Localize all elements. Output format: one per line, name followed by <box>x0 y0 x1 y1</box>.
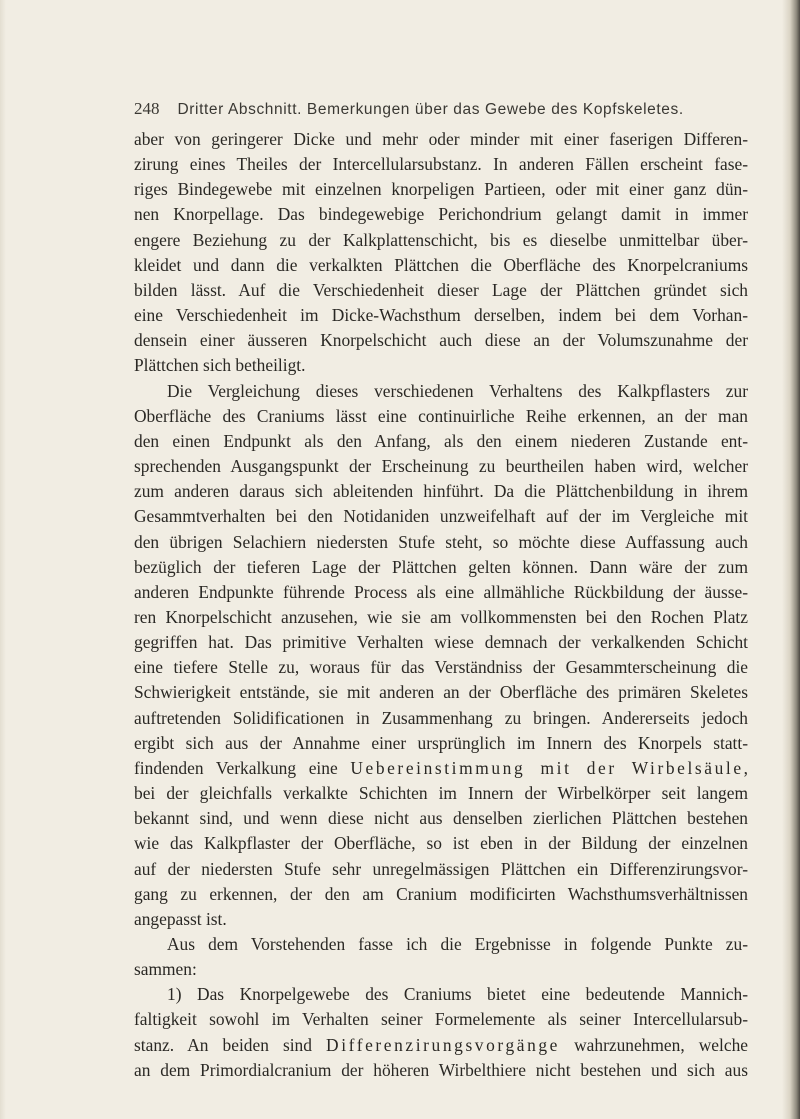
text-line: auftretenden Solidificationen in Zusammenhang zu bringen. Andererseits jedoch <box>134 707 748 728</box>
text-line: den übrigen Selachiern niedersten Stufe steht, so möchte diese Auffassung auch <box>134 531 748 552</box>
text-line: eine Verschiedenheit im Dicke-Wachsthum derselben, indem bei dem Vorhan- <box>134 305 748 326</box>
text-line: bilden lässt. Auf die Verschiedenheit dieser Lage der Plättchen gründet sich <box>134 279 748 300</box>
text-line: gegriffen hat. Das primitive Verhalten wiese demnach der verkalkenden Schicht <box>134 632 748 653</box>
text-line: bezüglich der tieferen Lage der Plättchen gelten können. Dann wäre der zum <box>134 556 748 577</box>
text-run: wahrzunehmen, welche <box>560 1034 748 1055</box>
running-title: Dritter Abschnitt. Bemerkungen über das Gewebe des Kopfskeletes. <box>177 101 684 118</box>
text-line: bekannt sind, und wenn diese nicht aus denselben zierlichen Plättchen bestehen <box>134 808 748 829</box>
body-text <box>134 127 748 1083</box>
paragraph-start-line: Die Vergleichung dieses verschiedenen Verhaltens des Kalkpflasters zur <box>167 380 748 401</box>
list-item-1-line: 1) Das Knorpelgewebe des Craniums bietet eine bedeutende Mannich- <box>167 984 748 1005</box>
text-line: sprechenden Ausgangspunkt der Erscheinung zu beurtheilen haben wird, welcher <box>134 456 748 477</box>
paragraph-start-line: Aus dem Vorstehenden fasse ich die Ergebnisse in folgende Punkte zu- <box>167 934 748 954</box>
text-line: faltigkeit sowohl im Verhalten seiner Formelemente als seiner Intercellularsub- <box>134 1009 748 1030</box>
text-line: auf der niedersten Stufe sehr unregelmässigen Plättchen ein Differenzirungsvor- <box>134 858 748 879</box>
text-line: anderen Endpunkte führende Process als eine allmähliche Rückbildung der äusse- <box>134 581 748 602</box>
text-line: sammen: <box>134 959 197 980</box>
text-line: engere Beziehung zu der Kalkplattenschicht, bis es dieselbe unmittelbar über- <box>134 229 748 250</box>
page-number: 248 <box>134 99 160 118</box>
text-line: densein einer äusseren Knorpelschicht auch diese an der Volumszunahme der <box>134 330 748 351</box>
spaced-emphasis: Differenzirungsvorgänge <box>326 1034 561 1055</box>
spaced-emphasis: Uebereinstimmung mit der Wirbelsäule <box>350 757 744 778</box>
text-line: aber von geringerer Dicke und mehr oder minder mit einer faserigen Differen- <box>134 129 748 149</box>
text-line: den einen Endpunkt als den Anfang, als den einem niederen Zustande ent- <box>134 430 748 451</box>
page-edge-left <box>0 0 6 1119</box>
text-run: stanz. An beiden sind <box>134 1034 327 1055</box>
page-binding-shadow <box>782 0 800 1119</box>
text-line: Oberfläche des Craniums lässt eine continuirliche Reihe erkennen, an der man <box>134 405 748 426</box>
text-run: findenden Verkalkung eine <box>134 757 351 778</box>
text-line: angepasst ist. <box>134 908 227 929</box>
text-line: nen Knorpellage. Das bindegewebige Perichondrium gelangt damit in immer <box>134 204 748 225</box>
text-line: kleidet und dann die verkalkten Plättchen die Oberfläche des Knorpelcraniums <box>134 254 748 275</box>
text-line: Schwierigkeit entstände, sie mit anderen an der Oberfläche des primären Skeletes <box>134 682 748 703</box>
text-line-spaced <box>134 1033 748 1058</box>
text-line: eine tiefere Stelle zu, woraus für das Verständniss der Gesammterscheinung die <box>134 657 748 678</box>
text-line-spaced <box>134 756 748 781</box>
text-line: an dem Primordialcranium der höheren Wirbelthiere nicht bestehen und sich aus <box>134 1059 748 1080</box>
text-line: gang zu erkennen, der den am Cranium modificirten Wachsthumsverhältnissen <box>134 883 748 904</box>
text-line: zirung eines Theiles der Intercellularsubstanz. In anderen Fällen erscheint fase- <box>134 154 748 175</box>
text-line: riges Bindegewebe mit einzelnen knorpeligen Partieen, oder mit einer ganz dün- <box>134 179 748 200</box>
text-line: Gesammtverhalten bei den Notidaniden unzweifelhaft auf der im Vergleiche mit <box>134 506 748 527</box>
text-run: , <box>743 757 748 778</box>
text-line: bei der gleichfalls verkalkte Schichten im Innern der Wirbelkörper seit langem <box>134 783 748 804</box>
text-line: Plättchen sich betheiligt. <box>134 355 306 376</box>
text-line: ergibt sich aus der Annahme einer ursprünglich im Innern des Knorpels statt- <box>134 732 748 753</box>
text-line: zum anderen daraus sich ableitenden hinführt. Da die Plättchenbildung in ihrem <box>134 481 748 502</box>
running-head <box>134 99 734 123</box>
text-line: wie das Kalkpflaster der Oberfläche, so ist eben in der Bildung der einzelnen <box>134 833 748 854</box>
text-line: ren Knorpelschicht anzusehen, wie sie am vollkommensten bei den Rochen Platz <box>134 606 748 627</box>
